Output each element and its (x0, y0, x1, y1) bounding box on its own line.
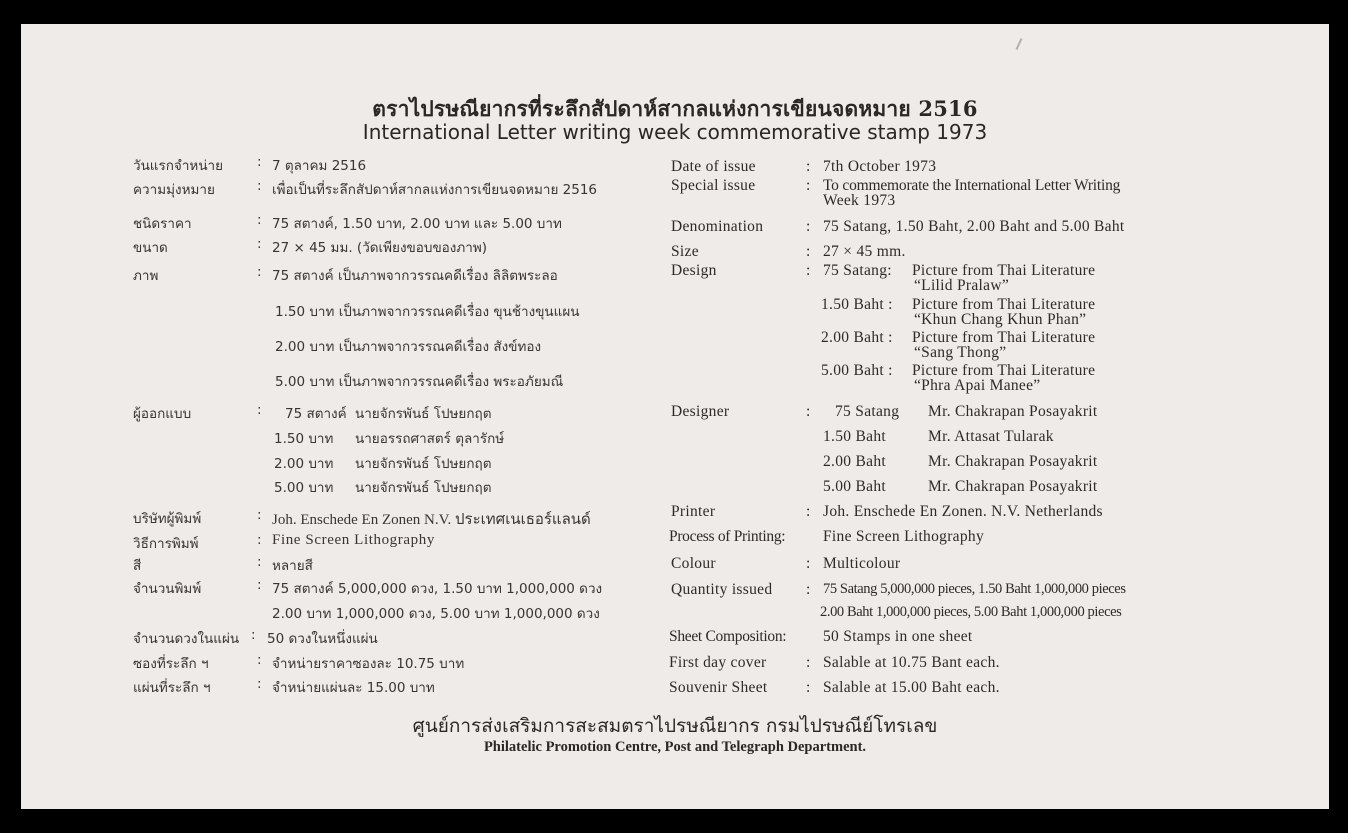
thai-designer-denom: 2.00 บาท (274, 456, 334, 472)
en-label-size: Size (671, 243, 699, 260)
en-design-line1: Picture from Thai Literature (912, 329, 1096, 346)
en-value-quantity-1: 75 Satang 5,000,000 pieces, 1.50 Baht 1,000,000 pieces (823, 581, 1126, 597)
en-value-fdc: Salable at 10.75 Bant each. (823, 654, 1000, 671)
en-label-designer: Designer (671, 403, 730, 420)
en-designer-denom: 1.50 Baht (823, 428, 886, 445)
en-colon: : (806, 262, 811, 279)
en-design-denom: 75 Satang: (823, 262, 892, 279)
thai-designer-denom: 1.50 บาท (274, 431, 334, 447)
thai-label-colour: สี (133, 558, 142, 574)
en-label-special: Special issue (671, 177, 756, 194)
thai-designer-name: นายจักรพันธ์ โปษยกฤต (355, 406, 492, 422)
en-design-denom: 2.00 Baht : (821, 329, 893, 346)
thai-label-fdc: ซองที่ระลึก ฯ (133, 656, 209, 672)
thai-colon: : (257, 178, 262, 194)
en-design-line1: Picture from Thai Literature (912, 296, 1096, 313)
en-label-design: Design (671, 262, 717, 279)
thai-value-fdc: จำหน่ายราคาซองละ 10.75 บาท (272, 656, 465, 672)
en-label-process: Process of Printing: (669, 528, 786, 545)
thai-value-colour: หลายสี (272, 558, 313, 574)
en-label-denomination: Denomination (671, 218, 764, 235)
thai-label-process: วิธีการพิมพ์ (133, 536, 199, 552)
en-label-souvenir: Souvenir Sheet (669, 679, 768, 696)
thai-label-date: วันแรกจำหน่าย (133, 158, 224, 174)
en-value-size: 27 × 45 mm. (823, 243, 906, 260)
paper-mark (1016, 38, 1023, 50)
en-design-denom: 1.50 Baht : (821, 296, 893, 313)
thai-value-souvenir: จำหน่ายแผ่นละ 15.00 บาท (272, 680, 435, 696)
en-design-denom: 5.00 Baht : (821, 362, 893, 379)
thai-value-denomination: 75 สตางค์, 1.50 บาท, 2.00 บาท และ 5.00 บาท (272, 216, 562, 232)
thai-label-design: ภาพ (133, 268, 159, 284)
footer-english: Philatelic Promotion Centre, Post and Telegraph Department. (483, 739, 867, 755)
en-label-quantity: Quantity issued (671, 581, 773, 598)
en-label-colour: Colour (671, 555, 716, 572)
thai-colon: : (257, 652, 262, 668)
thai-value-date: 7 ตุลาคม 2516 (272, 158, 367, 174)
thai-colon: : (257, 507, 262, 523)
en-colon: : (806, 555, 811, 572)
thai-colon: : (257, 236, 262, 252)
thai-value-process: Fine Screen Lithography (272, 532, 435, 548)
en-value-denomination: 75 Satang, 1.50 Baht, 2.00 Baht and 5.00 Baht (823, 218, 1125, 235)
thai-value-quantity-cont: 2.00 บาท 1,000,000 ดวง, 5.00 บาท 1,000,000 ดวง (272, 606, 600, 622)
thai-designer-denom: 5.00 บาท (274, 480, 334, 496)
thai-value-quantity: 75 สตางค์ 5,000,000 ดวง, 1.50 บาท 1,000,000 ดวง (272, 581, 603, 597)
en-colon: : (806, 243, 811, 260)
thai-design-200: 2.00 บาท เป็นภาพจากวรรณคดีเรื่อง สังข์ทอง (275, 339, 542, 355)
thai-colon: : (257, 676, 262, 692)
thai-colon: : (257, 402, 262, 418)
en-design-line2: “Lilid Pralaw” (914, 277, 1010, 294)
title-thai: ตราไปรษณียากรที่ระลึกสัปดาห์สากลแห่งการเขียนจดหมาย 2516 (372, 96, 978, 121)
thai-value-design-75: 75 สตางค์ เป็นภาพจากวรรณคดีเรื่อง ลิลิตพระลอ (272, 268, 558, 284)
en-designer-name: Mr. Chakrapan Posayakrit (928, 453, 1098, 470)
en-design-line2: “Sang Thong” (914, 344, 1007, 361)
en-design-line2: “Khun Chang Khun Phan” (914, 311, 1087, 328)
thai-label-printer: บริษัทผู้พิมพ์ (133, 511, 202, 527)
en-colon: : (806, 503, 811, 520)
thai-colon: : (251, 627, 256, 643)
en-label-date: Date of issue (671, 158, 756, 175)
en-value-sheet: 50 Stamps in one sheet (823, 628, 973, 645)
en-designer-denom: 75 Satang (835, 403, 900, 420)
thai-colon: : (257, 577, 262, 593)
thai-value-purpose: เพื่อเป็นที่ระลึกสัปดาห์สากลแห่งการเขียนจดหมาย 2516 (272, 182, 597, 198)
thai-colon: : (257, 154, 262, 170)
en-colon: : (806, 158, 811, 175)
en-colon: : (806, 177, 811, 194)
en-designer-name: Mr. Attasat Tularak (928, 428, 1054, 445)
thai-label-souvenir: แผ่นที่ระลึก ฯ (133, 680, 211, 696)
en-value-process: Fine Screen Lithography (823, 528, 984, 545)
en-value-colour: Multicolour (823, 555, 901, 572)
en-value-souvenir: Salable at 15.00 Baht each. (823, 679, 1000, 696)
en-designer-name: Mr. Chakrapan Posayakrit (928, 403, 1098, 420)
en-designer-denom: 5.00 Baht (823, 478, 886, 495)
thai-colon: : (257, 212, 262, 228)
en-value-printer: Joh. Enschede En Zonen. N.V. Netherlands (823, 503, 1103, 520)
en-label-printer: Printer (671, 503, 716, 520)
en-value-special-2: Week 1973 (823, 192, 896, 209)
thai-label-designer: ผู้ออกแบบ (133, 406, 192, 422)
thai-design-500: 5.00 บาท เป็นภาพจากวรรณคดีเรื่อง พระอภัยมณี (275, 374, 564, 390)
en-value-special-1: To commemorate the International Letter Writing (823, 177, 1121, 194)
en-designer-name: Mr. Chakrapan Posayakrit (928, 478, 1098, 495)
en-label-sheet: Sheet Composition: (669, 628, 787, 645)
thai-label-denomination: ชนิดราคา (133, 216, 192, 232)
en-design-line2: “Phra Apai Manee” (914, 377, 1041, 394)
thai-designer-name: นายจักรพันธ์ โปษยกฤต (355, 456, 492, 472)
thai-colon: : (257, 554, 262, 570)
stamp-info-card (21, 24, 1329, 809)
thai-label-quantity: จำนวนพิมพ์ (133, 581, 202, 597)
en-label-fdc: First day cover (669, 654, 767, 671)
thai-label-size: ขนาด (133, 240, 168, 256)
en-colon: : (806, 218, 811, 235)
thai-design-150: 1.50 บาท เป็นภาพจากวรรณคดีเรื่อง ขุนช้างขุนแผน (275, 304, 580, 320)
en-value-date: 7th October 1973 (823, 158, 937, 175)
thai-designer-name: นายจักรพันธ์ โปษยกฤต (355, 480, 492, 496)
en-colon: : (806, 403, 811, 420)
thai-label-sheet: จำนวนดวงในแผ่น (133, 631, 240, 647)
title-english: International Letter writing week commemorative stamp 1973 (362, 120, 988, 144)
thai-colon: : (257, 264, 262, 280)
en-colon: : (806, 654, 811, 671)
en-design-line1: Picture from Thai Literature (912, 262, 1096, 279)
en-design-line1: Picture from Thai Literature (912, 362, 1096, 379)
en-colon: : (806, 581, 811, 598)
thai-value-size: 27 × 45 มม. (วัดเพียงขอบของภาพ) (272, 240, 488, 256)
thai-value-printer: Joh. Enschede En Zonen N.V. ประเทศเนเธอร์แลนด์ (272, 512, 591, 528)
en-value-quantity-2: 2.00 Baht 1,000,000 pieces, 5.00 Baht 1,000,000 pieces (820, 604, 1122, 620)
thai-colon: : (257, 532, 262, 548)
thai-value-sheet: 50 ดวงในหนึ่งแผ่น (267, 631, 378, 647)
en-colon: : (806, 679, 811, 696)
thai-designer-denom: 75 สตางค์ (285, 406, 347, 422)
en-designer-denom: 2.00 Baht (823, 453, 886, 470)
thai-designer-name: นายอรรถศาสตร์ ตุลารักษ์ (355, 431, 505, 447)
footer-thai: ศูนย์การส่งเสริมการสะสมตราไปรษณียากร กรมไปรษณีย์โทรเลข (412, 715, 938, 737)
thai-label-purpose: ความมุ่งหมาย (133, 182, 215, 198)
